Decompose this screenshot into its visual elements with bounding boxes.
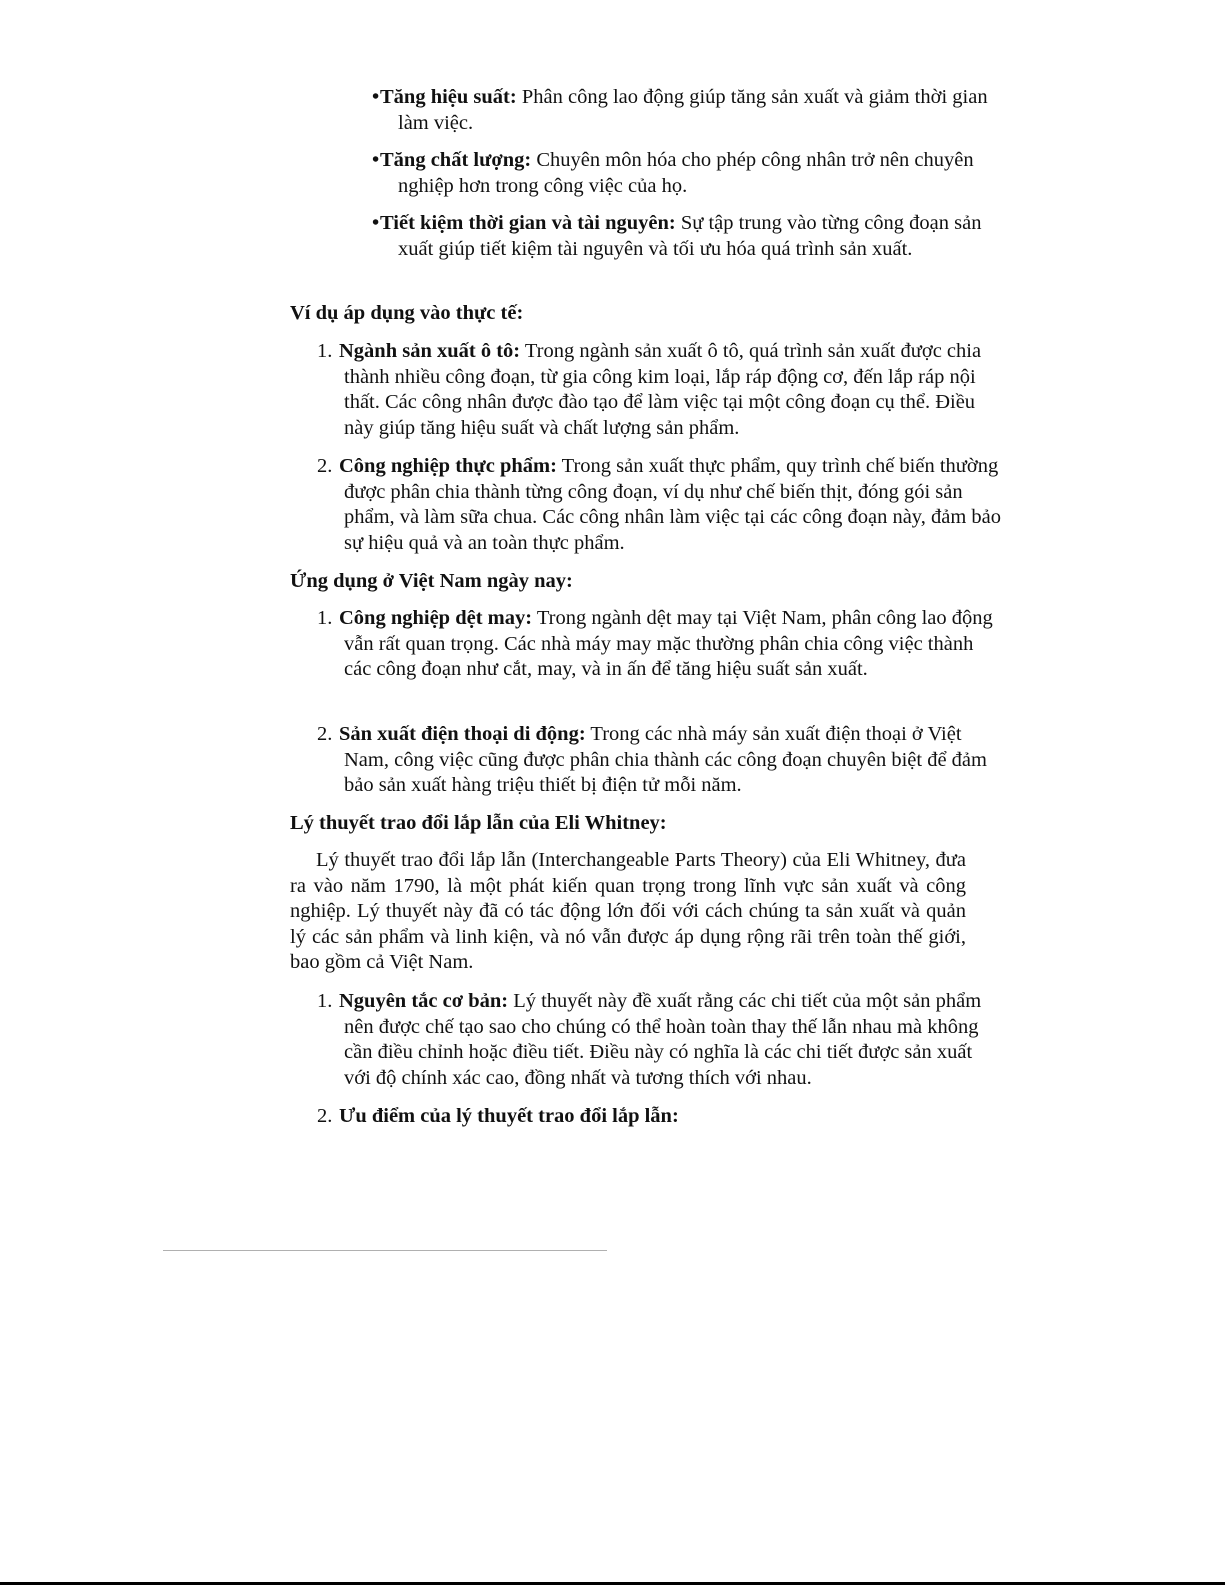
numbered-item — [317, 722, 1004, 799]
bullet-label: Tiết kiệm thời gian và tài nguyên: — [380, 212, 676, 234]
item-text: Lý thuyết này đề xuất rằng các chi tiết của một sản phẩm nên được chế tạo sao cho chúng có thể hoàn toàn thay thế lẫn nhau mà không cần điều chỉnh hoặc điều tiết. Điều này có nghĩa là các chi tiết được sản xuất với độ chính xác cao, đồng nhất và tương thích với nhau. — [344, 990, 982, 1089]
bullet-marker: • — [372, 86, 380, 108]
item-number: 2. — [317, 723, 333, 745]
bullet-text: Chuyên môn hóa cho phép công nhân trở nên chuyên nghiệp hơn trong công việc của họ. — [398, 149, 974, 197]
bullet-marker: • — [372, 212, 380, 234]
numbered-item — [317, 1104, 1004, 1130]
item-number: 1. — [317, 990, 333, 1012]
item-text: Trong ngành sản xuất ô tô, quá trình sản xuất được chia thành nhiều công đoạn, từ gia công kim loại, lắp ráp động cơ, đến lắp ráp nội thất. Các công nhân được đào tạo để làm việc tại một công đoạn cụ thể. Điều này giúp tăng hiệu suất và chất lượng sản phẩm. — [344, 340, 982, 439]
item-number: 1. — [317, 607, 333, 629]
footnote-separator — [163, 1250, 607, 1251]
item-number: 2. — [317, 455, 333, 477]
bullet-marker: • — [372, 149, 380, 171]
bullet-text: Sự tập trung vào từng công đoạn sản xuất giúp tiết kiệm tài nguyên và tối ưu hóa quá trình sản xuất. — [398, 212, 982, 260]
section-heading-examples: Ví dụ áp dụng vào thực tế: — [290, 302, 524, 324]
bullet-item — [372, 148, 988, 199]
item-label: Sản xuất điện thoại di động: — [339, 723, 586, 745]
item-label: Ngành sản xuất ô tô: — [339, 340, 521, 362]
item-text: Trong ngành dệt may tại Việt Nam, phân công lao động vẫn rất quan trọng. Các nhà máy may mặc thường phân chia công việc thành các công đoạn như cắt, may, và in ấn để tăng hiệu suất sản xuất. — [344, 607, 993, 680]
item-label: Công nghiệp dệt may: — [339, 607, 533, 629]
numbered-item — [317, 989, 1004, 1091]
section-heading-whitney: Lý thuyết trao đổi lắp lẫn của Eli Whitney: — [290, 812, 667, 834]
item-number: 2. — [317, 1105, 333, 1127]
item-number: 1. — [317, 340, 333, 362]
bullet-label: Tăng chất lượng: — [380, 149, 532, 171]
numbered-item — [317, 454, 1004, 556]
bullet-label: Tăng hiệu suất: — [380, 86, 517, 108]
item-text: Trong sản xuất thực phẩm, quy trình chế biến thường được phân chia thành từng công đoạn, ví dụ như chế biến thịt, đóng gói sản phẩm, và làm sữa chua. Các công nhân làm việc tại các công đoạn này, đảm bảo sự hiệu quả và an toàn thực phẩm. — [344, 455, 1001, 554]
item-label: Nguyên tắc cơ bản: — [339, 990, 509, 1012]
item-label: Ưu điểm của lý thuyết trao đổi lắp lẫn: — [339, 1105, 679, 1127]
bullet-item — [372, 85, 988, 136]
item-text: Trong các nhà máy sản xuất điện thoại ở Việt Nam, công việc cũng được phân chia thành các công đoạn chuyên biệt để đảm bảo sản xuất hàng triệu thiết bị điện tử mỗi năm. — [344, 723, 987, 796]
bullet-text: Phân công lao động giúp tăng sản xuất và giảm thời gian làm việc. — [398, 86, 988, 134]
whitney-paragraph: Lý thuyết trao đổi lắp lẫn (Interchangeable Parts Theory) của Eli Whitney, đưa ra vào năm 1790, là một phát kiến quan trọng trong lĩnh vực sản xuất và công nghiệp. Lý thuyết này đã có tác động lớn đối với cách chúng ta sản xuất và quản lý các sản phẩm và linh kiện, và nó vẫn được áp dụng rộng rãi trên toàn thế giới, bao gồm cả Việt Nam. — [290, 849, 966, 973]
numbered-item — [317, 339, 1004, 441]
numbered-item — [317, 606, 1004, 683]
section-heading-vietnam: Ứng dụng ở Việt Nam ngày nay: — [290, 570, 573, 592]
item-label: Công nghiệp thực phẩm: — [339, 455, 557, 477]
bullet-item — [372, 211, 988, 262]
